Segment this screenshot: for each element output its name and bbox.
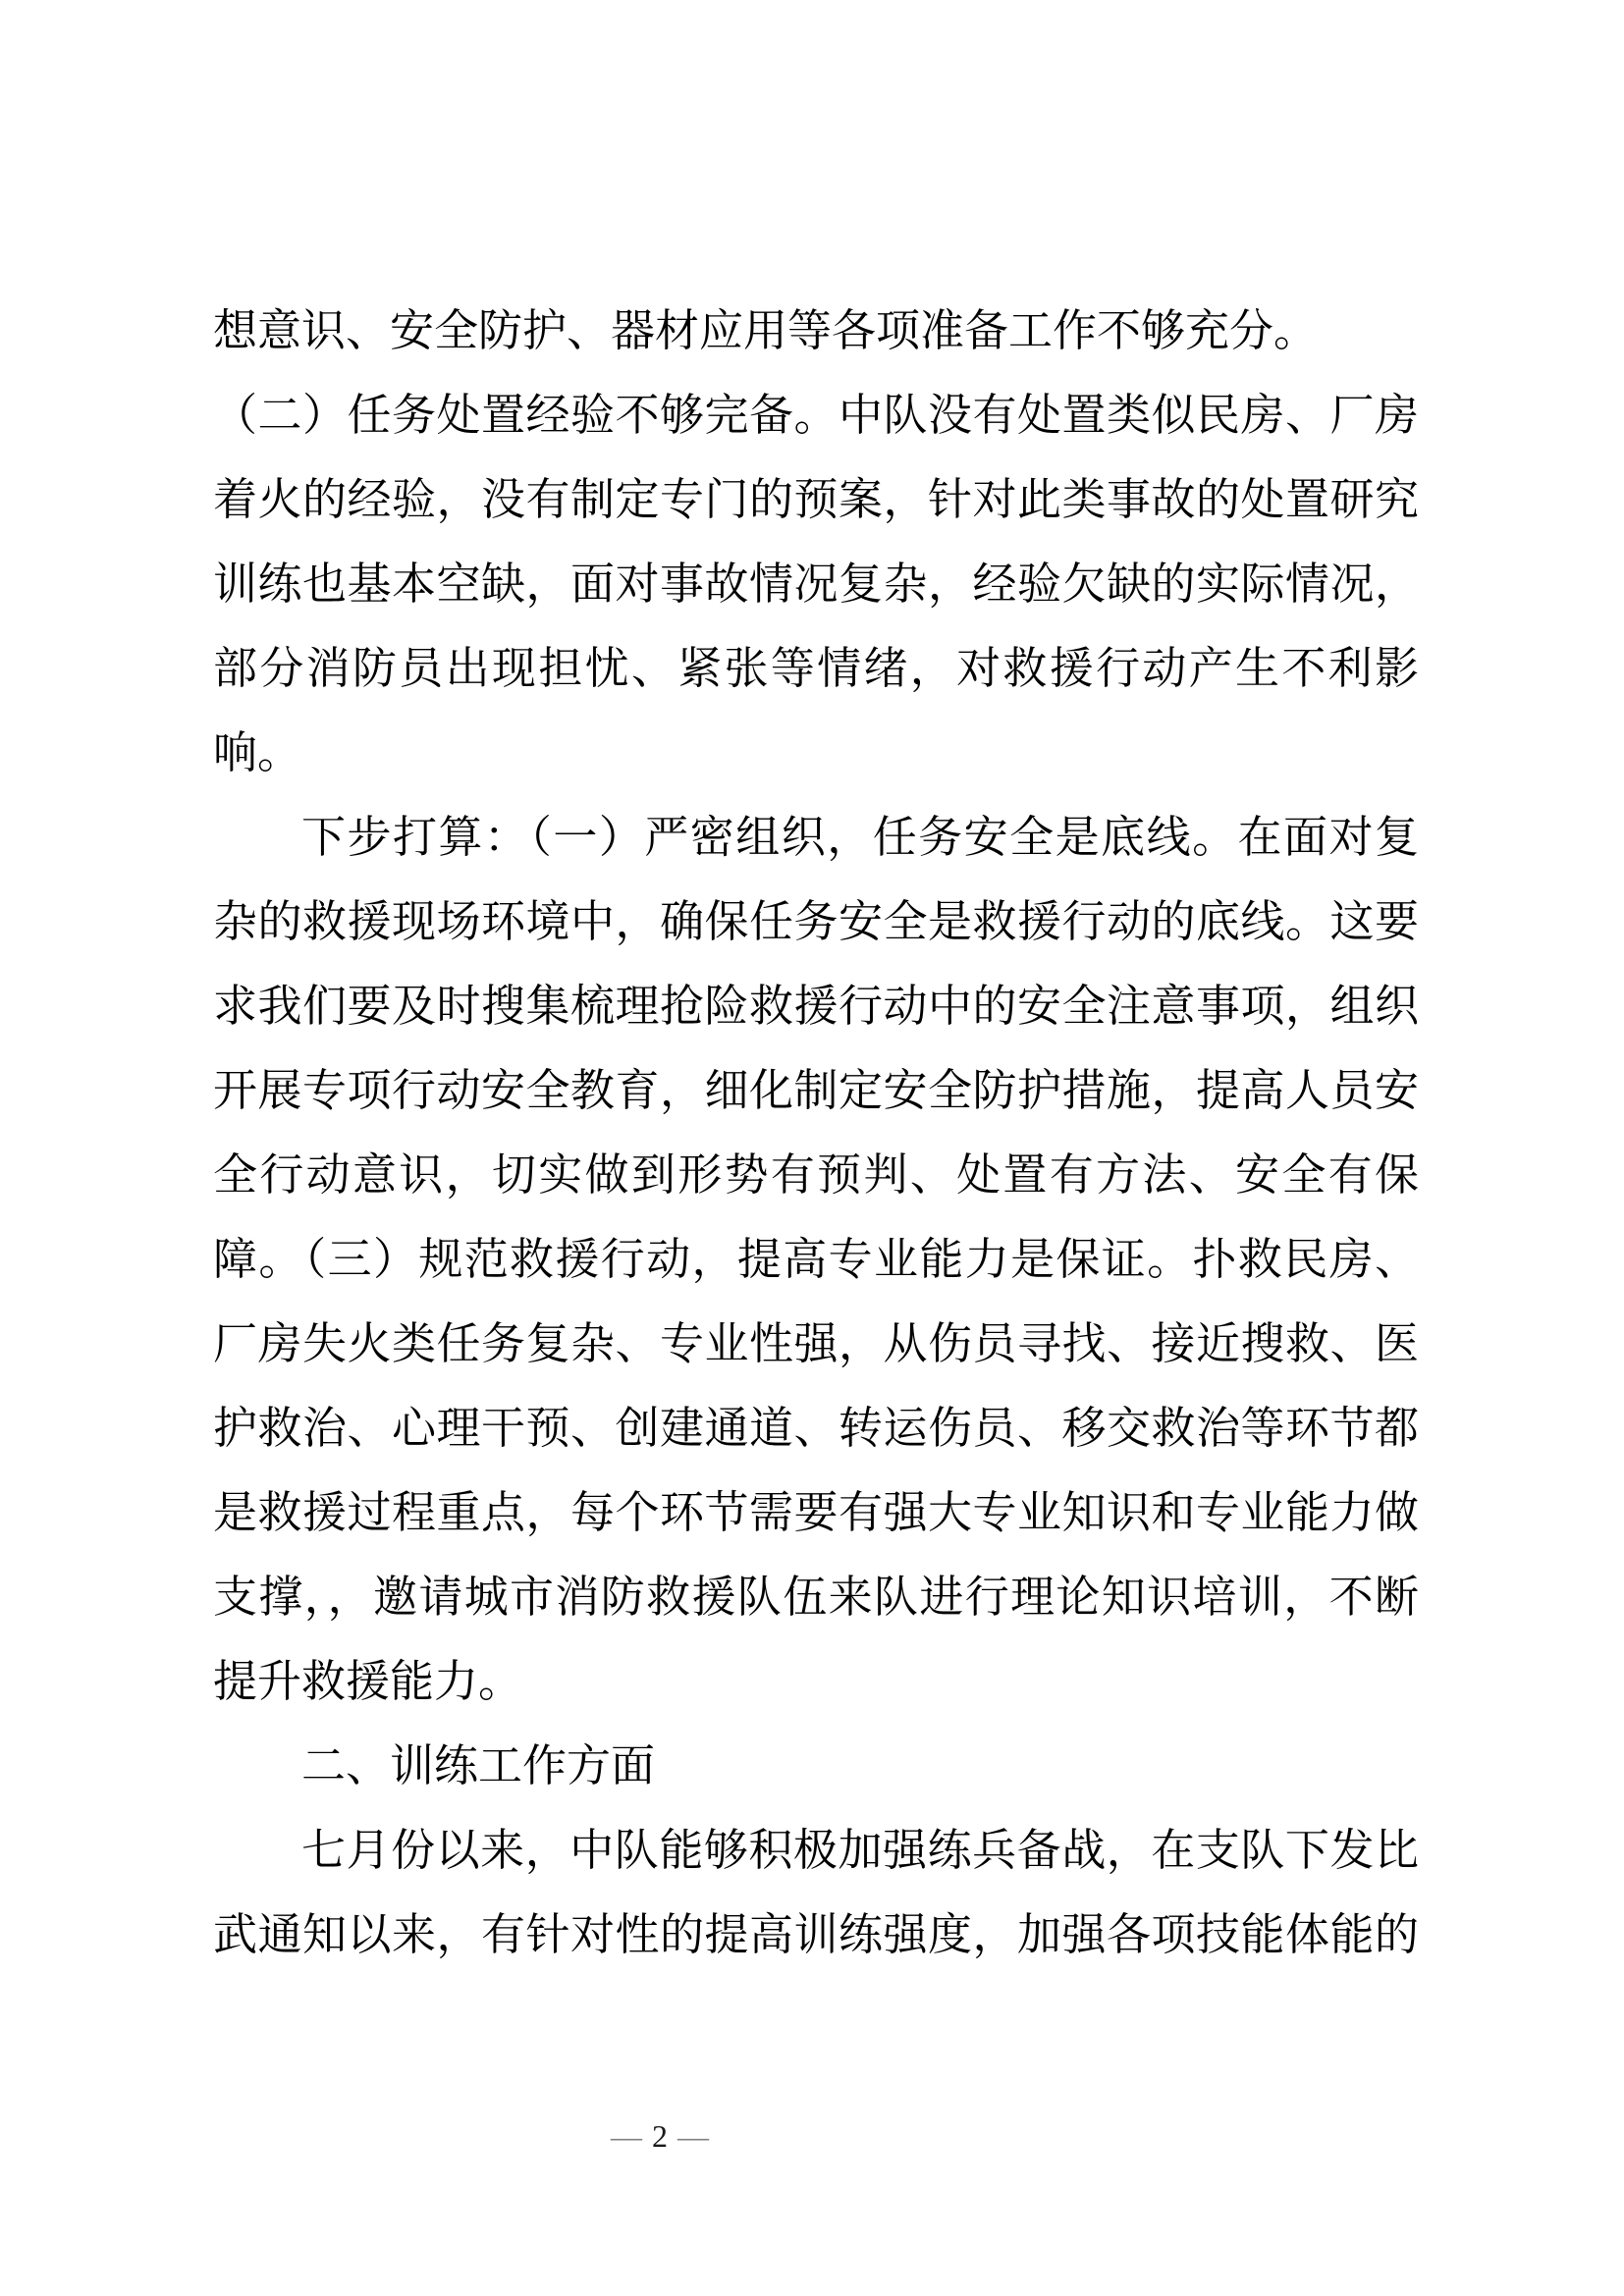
text-line: 七月份以来，中队能够积极加强练兵备战，在支队下发比: [301, 1825, 1419, 1875]
text-line: （二）任务处置经验不够完备。中队没有处置类似民房、厂房: [213, 390, 1419, 440]
document-body: [213, 289, 1419, 1977]
text-line: 武通知以来，有针对性的提高训练强度，加强各项技能体能的: [213, 1909, 1419, 1959]
text-line: 厂房失火类任务复杂、专业性强，从伤员寻找、接近搜救、医: [213, 1318, 1419, 1368]
text-line: 想意识、安全防护、器材应用等各项准备工作不够充分。: [213, 305, 1319, 355]
page-footer: [537, 2116, 783, 2156]
text-line: 训练也基本空缺，面对事故情况复杂，经验欠缺的实际情况，: [213, 559, 1419, 609]
text-line: 是救援过程重点，每个环节需要有强大专业知识和专业能力做: [213, 1487, 1419, 1537]
text-line: 求我们要及时搜集梳理抢险救援行动中的安全注意事项，组织: [213, 981, 1419, 1031]
footer-dash-right: —: [677, 2118, 709, 2154]
text-line: 下步打算：（一）严密组织，任务安全是底线。在面对复: [301, 812, 1419, 862]
footer-dash-left: —: [611, 2118, 642, 2154]
text-line: 支撑，，邀请城市消防救援队伍来队进行理论知识培训，不断: [213, 1572, 1419, 1622]
text-line: 部分消防员出现担忧、紧张等情绪，对救援行动产生不利影: [213, 643, 1419, 693]
text-line: 开展专项行动安全教育，细化制定安全防护措施，提高人员安: [213, 1065, 1419, 1115]
text-line: 响。: [213, 727, 302, 777]
text-line: 护救治、心理干预、创建通道、转运伤员、移交救治等环节都: [213, 1403, 1419, 1453]
text-line: 提升救援能力。: [213, 1656, 523, 1706]
text-line: 着火的经验，没有制定专门的预案，针对此类事故的处置研究: [213, 474, 1419, 524]
text-line: 杂的救援现场环境中，确保任务安全是救援行动的底线。这要: [213, 896, 1419, 946]
text-line: 全行动意识，切实做到形势有预判、处置有方法、安全有保: [213, 1149, 1419, 1200]
text-line: 二、训练工作方面: [301, 1740, 656, 1790]
footer-page-number: 2: [652, 2118, 668, 2154]
text-line: 障。（三）规范救援行动，提高专业能力是保证。扑救民房、: [213, 1234, 1419, 1284]
